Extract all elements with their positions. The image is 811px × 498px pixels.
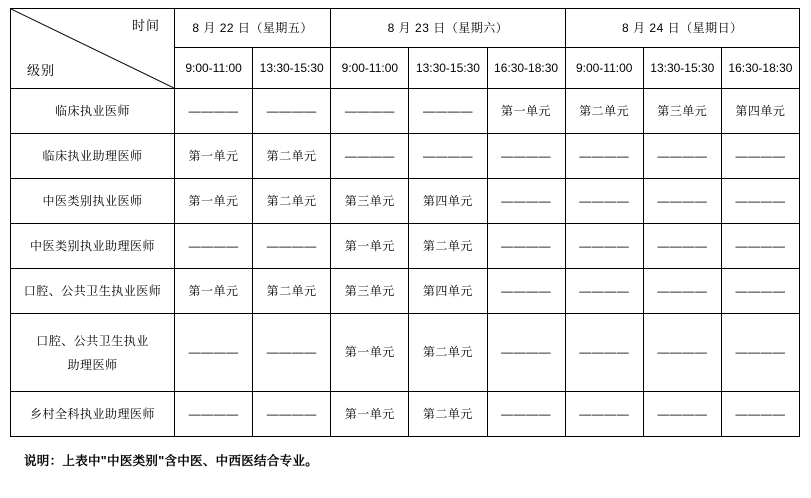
cell-5-1: ———— [253,314,331,392]
cell-1-6: ———— [643,134,721,179]
slot-header-1-1: 13:30-15:30 [409,48,487,89]
row-label-5 [11,314,175,392]
cell-4-2: 第三单元 [331,269,409,314]
cell-4-0: 第一单元 [175,269,253,314]
cell-6-5: ———— [565,392,643,437]
cell-5-0: ———— [175,314,253,392]
slot-header-0-0: 9:00-11:00 [175,48,253,89]
cell-4-6: ———— [643,269,721,314]
row-label-2: 中医类别执业医师 [11,179,175,224]
table-row [11,392,800,437]
slot-header-0-1: 13:30-15:30 [253,48,331,89]
row-label-6: 乡村全科执业助理医师 [11,392,175,437]
cell-1-5: ———— [565,134,643,179]
cell-6-2: 第一单元 [331,392,409,437]
cell-5-7: ———— [721,314,799,392]
cell-6-0: ———— [175,392,253,437]
cell-6-7: ———— [721,392,799,437]
cell-0-0: ———— [175,89,253,134]
cell-2-7: ———— [721,179,799,224]
corner-header-cell [11,9,175,89]
day-header-2: 8 月 24 日（星期日） [565,9,799,48]
cell-3-7: ———— [721,224,799,269]
day-header-row [11,9,800,48]
cell-3-4: ———— [487,224,565,269]
cell-0-6: 第三单元 [643,89,721,134]
corner-time-label: 时间 [131,18,160,33]
cell-0-3: ———— [409,89,487,134]
day-header-1: 8 月 23 日（星期六） [331,9,565,48]
cell-2-0: 第一单元 [175,179,253,224]
table-note: 说明：上表中"中医类别"含中医、中西医结合专业。 [24,454,319,468]
cell-2-1: 第二单元 [253,179,331,224]
cell-4-5: ———— [565,269,643,314]
cell-0-1: ———— [253,89,331,134]
slot-header-2-1: 13:30-15:30 [643,48,721,89]
table-row [11,269,800,314]
cell-4-7: ———— [721,269,799,314]
cell-3-6: ———— [643,224,721,269]
slot-header-2-0: 9:00-11:00 [565,48,643,89]
cell-0-2: ———— [331,89,409,134]
cell-2-6: ———— [643,179,721,224]
table-row [11,314,800,392]
cell-5-6: ———— [643,314,721,392]
row-label-1: 临床执业助理医师 [11,134,175,179]
table-body [11,89,800,437]
table-row [11,134,800,179]
cell-4-1: 第二单元 [253,269,331,314]
cell-1-7: ———— [721,134,799,179]
cell-6-1: ———— [253,392,331,437]
cell-4-4: ———— [487,269,565,314]
cell-2-2: 第三单元 [331,179,409,224]
table-row [11,179,800,224]
cell-1-4: ———— [487,134,565,179]
cell-5-3: 第二单元 [409,314,487,392]
row-label-5-line2: 助理医师 [67,357,118,372]
day-header-0: 8 月 22 日（星期五） [175,9,331,48]
cell-6-3: 第二单元 [409,392,487,437]
cell-6-6: ———— [643,392,721,437]
cell-2-5: ———— [565,179,643,224]
cell-6-4: ———— [487,392,565,437]
cell-1-3: ———— [409,134,487,179]
cell-2-4: ———— [487,179,565,224]
cell-0-7: 第四单元 [721,89,799,134]
row-label-3: 中医类别执业助理医师 [11,224,175,269]
table-row [11,224,800,269]
cell-3-1: ———— [253,224,331,269]
row-label-0: 临床执业医师 [11,89,175,134]
slot-header-2-2: 16:30-18:30 [721,48,799,89]
cell-1-1: 第二单元 [253,134,331,179]
corner-level-label: 级别 [27,63,56,79]
row-label-5-line1: 口腔、公共卫生执业 [36,333,149,348]
cell-4-3: 第四单元 [409,269,487,314]
table-row [11,89,800,134]
cell-5-4: ———— [487,314,565,392]
table-head [11,9,800,89]
cell-3-5: ———— [565,224,643,269]
row-label-4: 口腔、公共卫生执业医师 [11,269,175,314]
cell-3-2: 第一单元 [331,224,409,269]
slot-header-1-2: 16:30-18:30 [487,48,565,89]
exam-schedule-table [10,8,800,437]
cell-1-2: ———— [331,134,409,179]
cell-5-5: ———— [565,314,643,392]
cell-0-5: 第二单元 [565,89,643,134]
cell-3-0: ———— [175,224,253,269]
cell-2-3: 第四单元 [409,179,487,224]
cell-0-4: 第一单元 [487,89,565,134]
slot-header-1-0: 9:00-11:00 [331,48,409,89]
cell-3-3: 第二单元 [409,224,487,269]
cell-5-2: 第一单元 [331,314,409,392]
cell-1-0: 第一单元 [175,134,253,179]
